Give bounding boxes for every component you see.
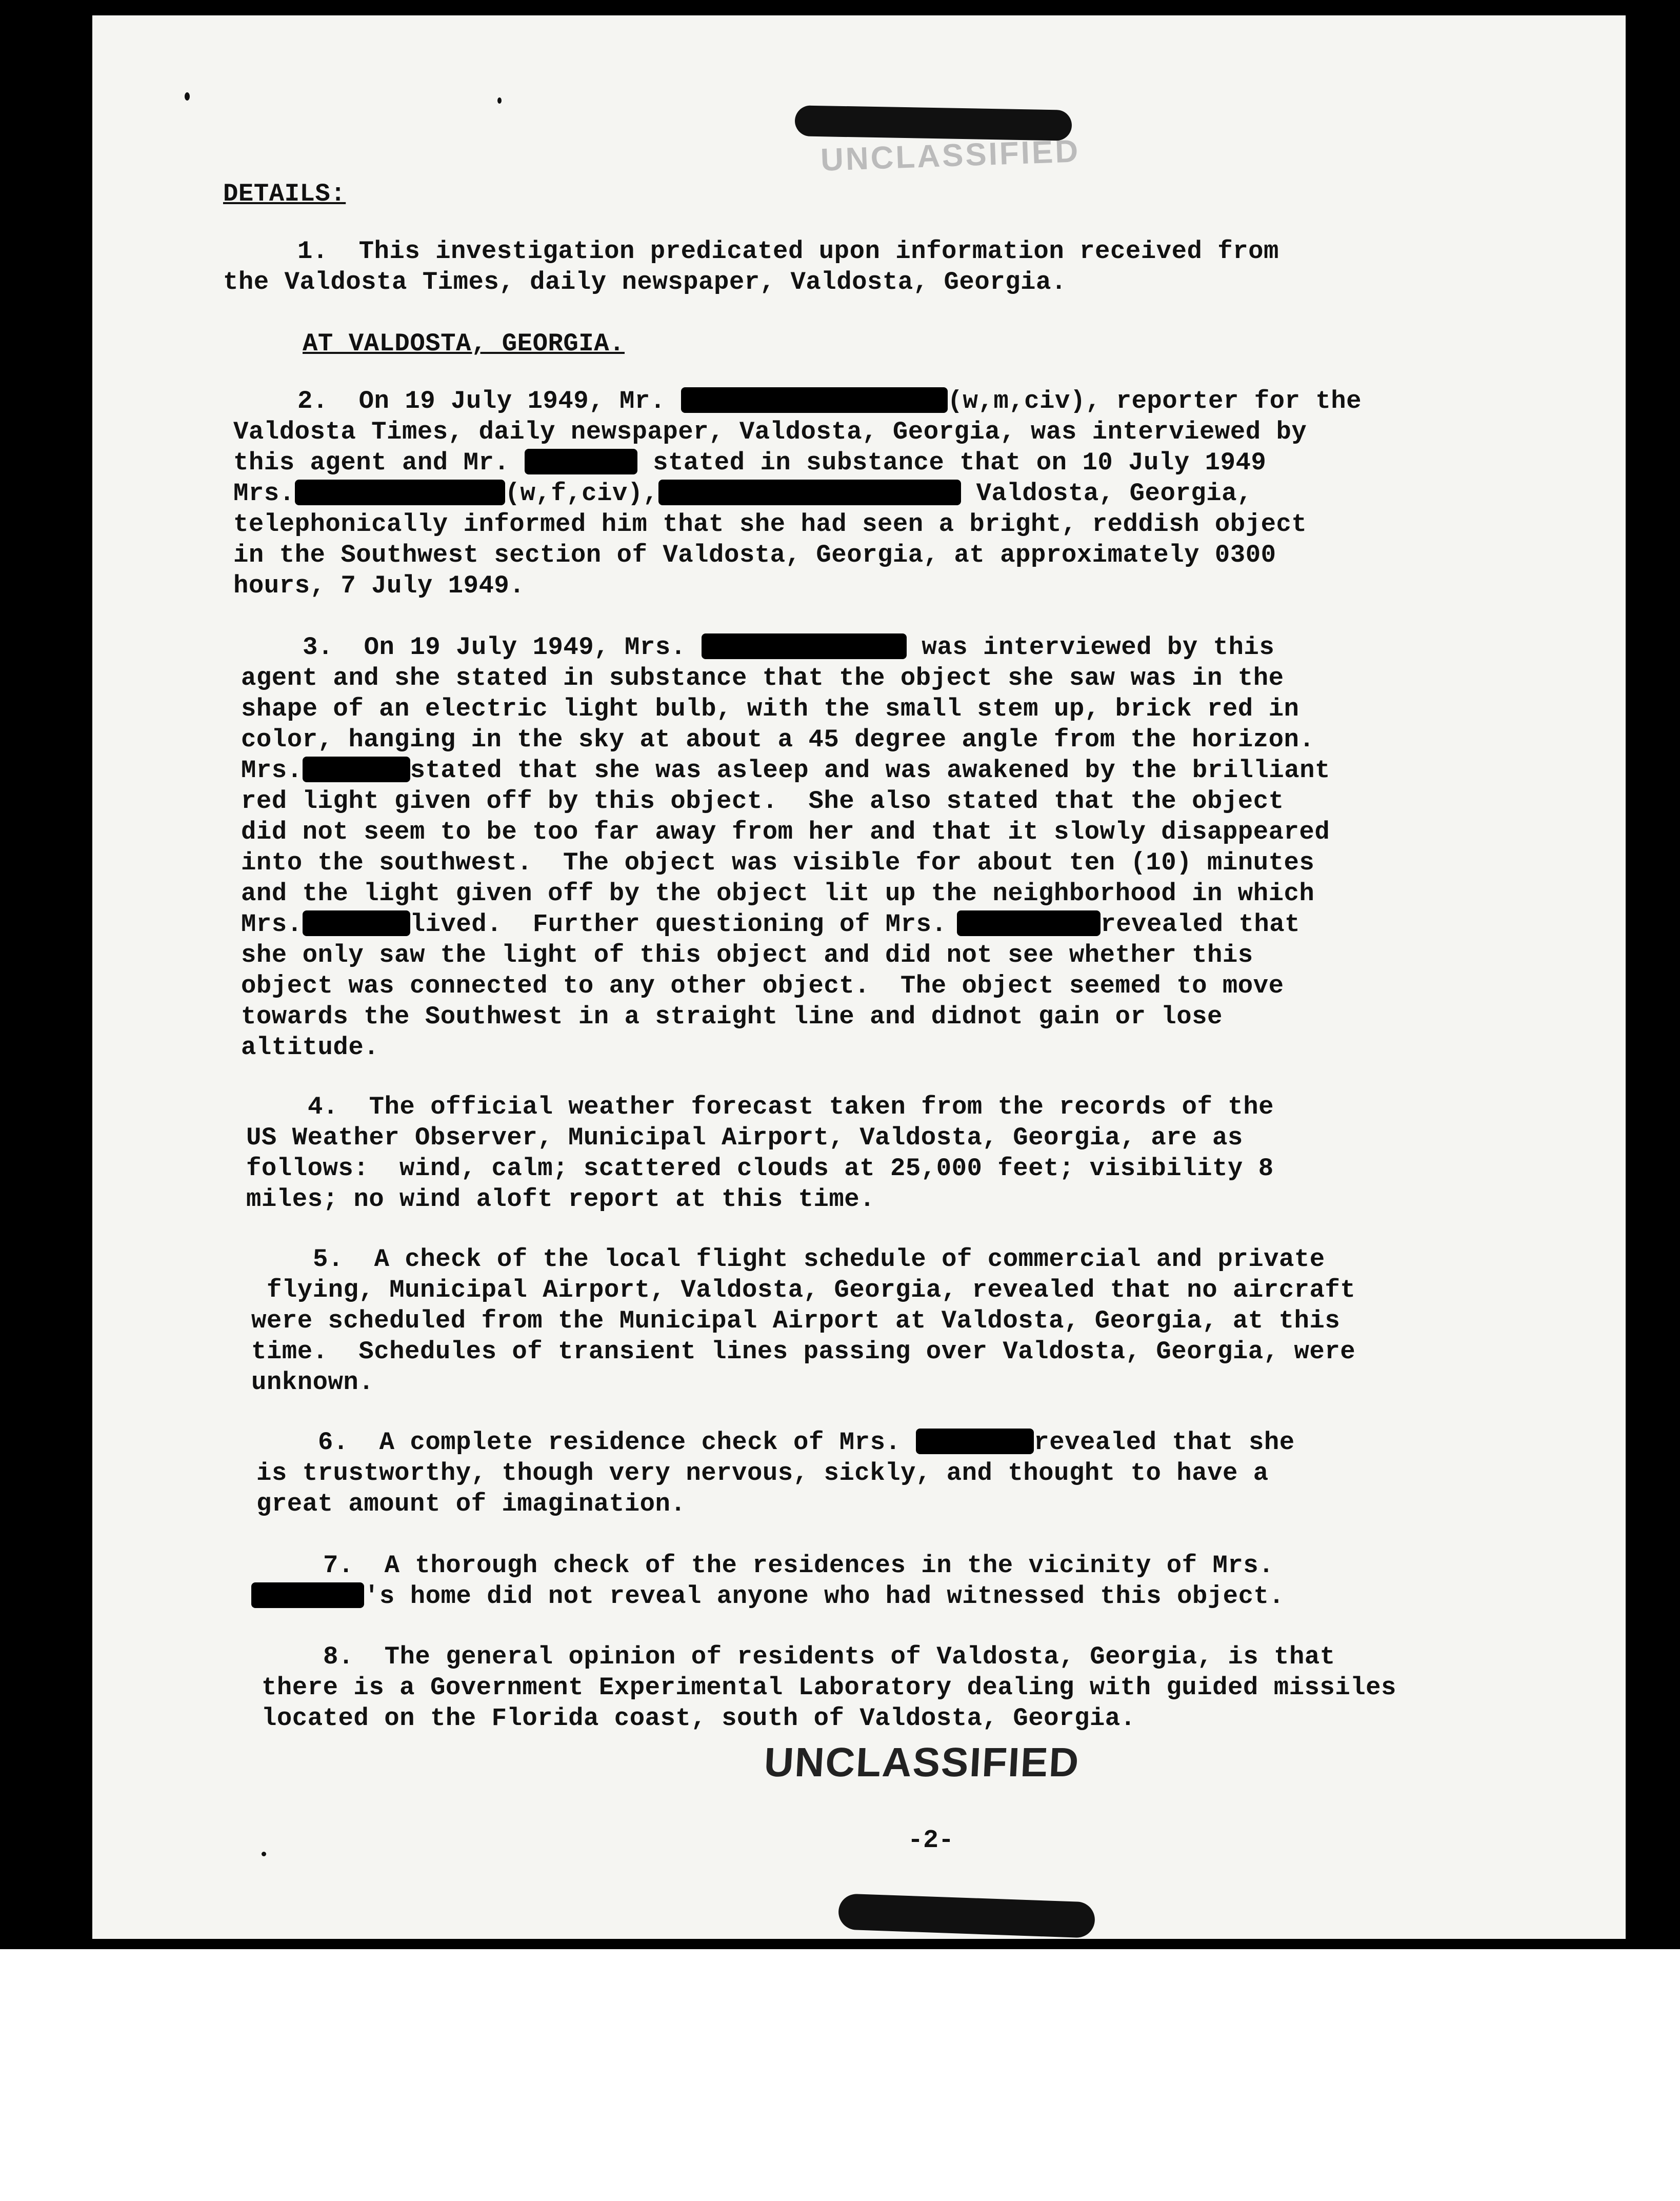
redaction-bar xyxy=(251,1582,364,1608)
paragraph-2-line-5: telephonically informed him that she had seen a bright, reddish object xyxy=(233,510,1307,539)
paragraph-4-line-1: 4. The official weather forecast taken from the records of the xyxy=(308,1093,1274,1121)
redaction-bar xyxy=(295,480,505,505)
paragraph-3-line-5 xyxy=(241,755,1330,786)
p2-text: (w,m,civ), reporter for the xyxy=(947,387,1362,415)
paragraph-3-line-10 xyxy=(241,909,1300,940)
paragraph-6-line-1 xyxy=(318,1427,1295,1458)
paragraph-5-line-3: were scheduled from the Municipal Airport at Valdosta, Georgia, at this xyxy=(251,1306,1341,1335)
paragraph-5-line-2: flying, Municipal Airport, Valdosta, Georgia, revealed that no aircraft xyxy=(267,1276,1356,1304)
redaction-bar xyxy=(658,480,961,505)
p3-text: 3. On 19 July 1949, Mrs. xyxy=(303,633,702,662)
p3-text: revealed that xyxy=(1101,910,1301,939)
paragraph-4-line-3: follows: wind, calm; scattered clouds at 25,000 feet; visibility 8 xyxy=(246,1154,1274,1183)
paragraph-3-line-12: object was connected to any other object. The object seemed to move xyxy=(241,971,1284,1000)
scan-margin xyxy=(0,1949,1680,2201)
p3-text: lived. Further questioning of Mrs. xyxy=(410,910,947,939)
paragraph-1-line-2: the Valdosta Times, daily newspaper, Valdosta, Georgia. xyxy=(223,268,1067,296)
paragraph-3-line-2: agent and she stated in substance that the object she saw was in the xyxy=(241,664,1284,692)
paragraph-2-line-2: Valdosta Times, daily newspaper, Valdosta, Georgia, was interviewed by xyxy=(233,418,1307,446)
paragraph-3-line-14: altitude. xyxy=(241,1033,379,1062)
paragraph-3-line-1 xyxy=(303,632,1274,663)
paragraph-2-line-7: hours, 7 July 1949. xyxy=(233,571,525,600)
paragraph-2-line-3 xyxy=(233,447,1266,478)
paragraph-3-line-4: color, hanging in the sky at about a 45 degree angle from the horizon. xyxy=(241,725,1315,754)
section-heading: AT VALDOSTA, GEORGIA. xyxy=(303,329,625,358)
paragraph-4-line-4: miles; no wind aloft report at this time. xyxy=(246,1185,875,1214)
redaction-bar xyxy=(916,1429,1034,1454)
p2-text: Valdosta, Georgia, xyxy=(961,479,1252,508)
paragraph-1-line-1: 1. This investigation predicated upon information received from xyxy=(297,237,1279,266)
redaction-bar xyxy=(957,910,1101,936)
p2-text: (w,f,civ), xyxy=(505,479,658,508)
paragraph-2-line-6: in the Southwest section of Valdosta, Georgia, at approximately 0300 xyxy=(233,541,1276,569)
paragraph-3-line-7: did not seem to be too far away from her and that it slowly disappeared xyxy=(241,818,1330,846)
paragraph-3-line-3: shape of an electric light bulb, with the small stem up, brick red in xyxy=(241,695,1299,723)
paragraph-4-line-2: US Weather Observer, Municipal Airport, Valdosta, Georgia, are as xyxy=(246,1123,1243,1152)
p3-text: was interviewed by this xyxy=(906,633,1275,662)
paragraph-5-line-5: unknown. xyxy=(251,1368,374,1397)
paragraph-3-line-11: she only saw the light of this object and did not see whether this xyxy=(241,941,1253,969)
paragraph-3-line-9: and the light given off by the object lit up the neighborhood in which xyxy=(241,879,1315,908)
classification-stamp-bottom: UNCLASSIFIED xyxy=(763,1739,1081,1785)
redaction-bar xyxy=(525,449,637,474)
redaction-bar-footer xyxy=(838,1893,1095,1938)
paragraph-8-line-2: there is a Government Experimental Laboratory dealing with guided missiles xyxy=(262,1673,1396,1702)
paragraph-7-line-2 xyxy=(251,1581,1284,1612)
scan-speck xyxy=(262,1852,266,1856)
redaction-bar xyxy=(681,387,948,413)
p2-text: 2. On 19 July 1949, Mr. xyxy=(297,387,681,415)
details-heading: DETAILS: xyxy=(223,180,346,208)
p2-text: this agent and Mr. xyxy=(233,448,525,477)
paragraph-3-line-13: towards the Southwest in a straight line and didnot gain or lose xyxy=(241,1002,1223,1031)
paragraph-2-line-1 xyxy=(297,386,1362,417)
p7-text: 's home did not reveal anyone who had witnessed this object. xyxy=(364,1582,1285,1611)
p6-text: revealed that she xyxy=(1034,1428,1295,1457)
document-page xyxy=(92,15,1626,1939)
p3-text: Mrs. xyxy=(241,756,303,785)
paragraph-8-line-3: located on the Florida coast, south of Valdosta, Georgia. xyxy=(262,1704,1136,1733)
paragraph-5-line-1: 5. A check of the local flight schedule of commercial and private xyxy=(313,1245,1325,1274)
redaction-bar xyxy=(702,633,907,659)
p2-text: Mrs. xyxy=(233,479,295,508)
paragraph-3-line-8: into the southwest. The object was visible for about ten (10) minutes xyxy=(241,848,1315,877)
paragraph-2-line-4 xyxy=(233,478,1252,509)
p2-text: stated in substance that on 10 July 1949 xyxy=(637,448,1267,477)
scan-speck xyxy=(185,92,190,101)
p3-text: stated that she was asleep and was awakened by the brilliant xyxy=(410,756,1330,785)
redaction-bar xyxy=(303,757,410,782)
scan-speck xyxy=(497,97,502,104)
paragraph-6-line-3: great amount of imagination. xyxy=(256,1490,686,1518)
redaction-bar xyxy=(303,910,410,936)
paragraph-6-line-2: is trustworthy, though very nervous, sickly, and thought to have a xyxy=(256,1459,1269,1488)
p6-text: 6. A complete residence check of Mrs. xyxy=(318,1428,916,1457)
paragraph-5-line-4: time. Schedules of transient lines passing over Valdosta, Georgia, were xyxy=(251,1337,1356,1366)
classification-stamp-top: UNCLASSIFIED xyxy=(819,133,1081,178)
page-number: -2- xyxy=(908,1826,954,1855)
p3-text: Mrs. xyxy=(241,910,303,939)
paragraph-7-line-1: 7. A thorough check of the residences in the vicinity of Mrs. xyxy=(323,1551,1274,1580)
paragraph-8-line-1: 8. The general opinion of residents of Valdosta, Georgia, is that xyxy=(323,1642,1335,1671)
paragraph-3-line-6: red light given off by this object. She also stated that the object xyxy=(241,787,1284,816)
